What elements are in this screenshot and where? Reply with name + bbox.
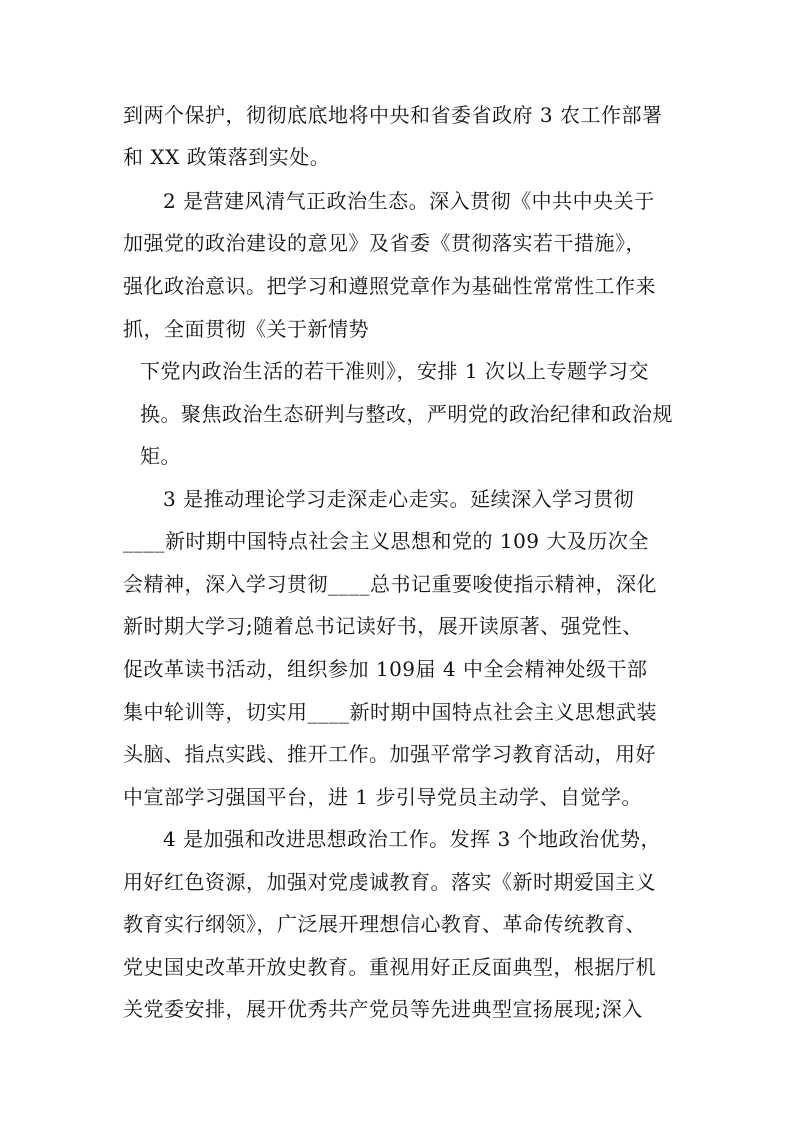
paragraph-4-start: 4 是加强和改进思想政治工作。发挥 3 个地政治优势，: [163, 827, 662, 851]
text-line: 下党内政治生活的若干准则》，安排 1 次以上专题学习交: [140, 359, 649, 383]
text-line: 促改革读书活动，组织参加 109届 4 中全会精神处级干部: [123, 657, 648, 681]
text-line: 集中轮训等，切实用____新时期中国特点社会主义思想武装: [123, 700, 657, 724]
text-line: 教育实行纲领》，广泛展开理想信心教育、革命传统教育、: [123, 912, 646, 936]
text-line: 头脑、指点实践、推开工作。加强平常学习教育活动，用好: [123, 742, 656, 766]
text-line: 加强党的政治建设的意见》及省委《贯彻落实若干措施》，: [123, 231, 646, 255]
text-line: 矩。: [140, 444, 181, 468]
text-line: 换。聚焦政治生态研判与整改，严明党的政治纪律和政治规: [140, 402, 673, 426]
text-line: 党史国史改革开放史教育。重视用好正反面典型，根据厅机: [123, 955, 656, 979]
text-line: 新时期大学习;随着总书记读好书，展开读原著、强党性、: [123, 614, 643, 638]
text-line: 中宣部学习强国平台，进 1 步引导党员主动学、自觉学。: [123, 785, 642, 809]
text-line: ____新时期中国特点社会主义思想和党的 109 大及历次全: [123, 529, 649, 553]
text-line: 抓，全面贯彻《关于新情势: [123, 317, 369, 341]
text-line: 会精神，深入学习贯彻____总书记重要唆使指示精神，深化: [123, 572, 657, 596]
text-line: 和 XX 政策落到实处。: [123, 145, 331, 169]
paragraph-3-start: 3 是推动理论学习走深走心走实。延续深入学习贯彻: [163, 487, 635, 511]
paragraph-2-start: 2 是营建风清气正政治生态。深入贯彻《中共中央关于: [163, 189, 655, 213]
text-line: 关党委安排，展开优秀共产党员等先进典型宣扬展现;深入: [123, 997, 643, 1021]
text-line: 用好红色资源，加强对党虔诚教育。落实《新时期爱国主义: [123, 870, 656, 894]
text-line: 强化政治意识。把学习和遵照党章作为基础性常常性工作来: [123, 274, 656, 298]
text-line: 到两个保护，彻彻底底地将中央和省委省政府 3 农工作部署: [123, 103, 663, 127]
